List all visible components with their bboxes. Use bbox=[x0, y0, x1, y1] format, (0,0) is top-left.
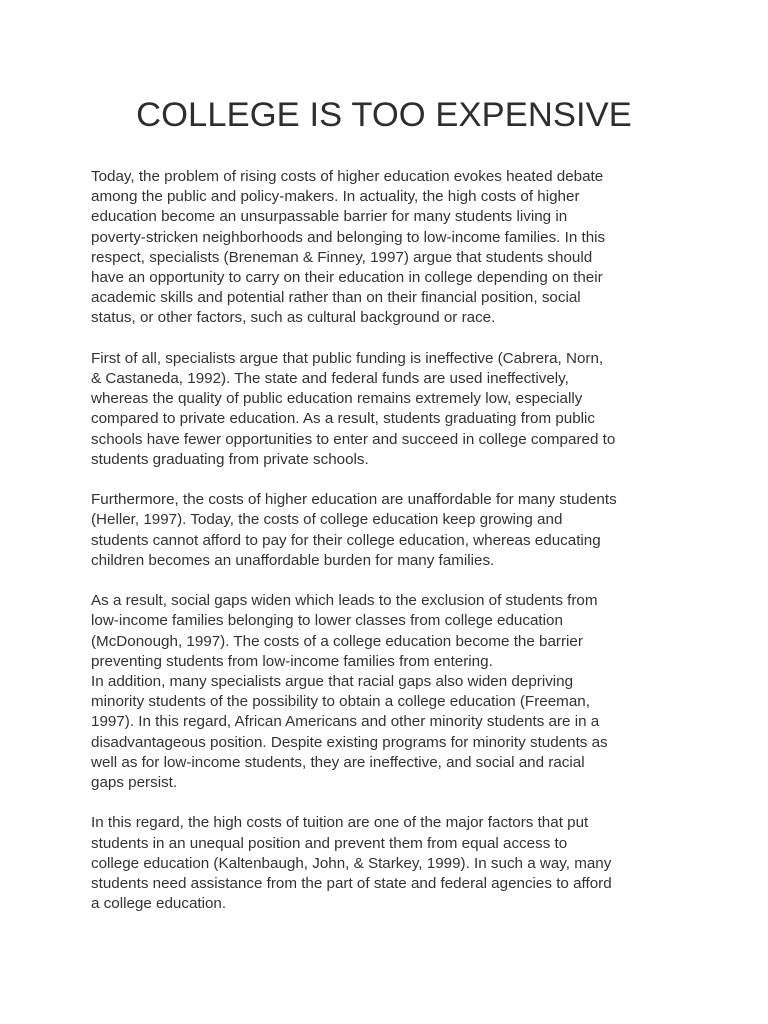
text-line: In this regard, the high costs of tuition are one of the major factors that put bbox=[91, 814, 589, 832]
text-line: (Heller, 1997). Today, the costs of college education keep growing and bbox=[91, 511, 563, 529]
text-line: In addition, many specialists argue that racial gaps also widen depriving bbox=[91, 673, 574, 691]
paragraph-racial-gaps bbox=[91, 672, 691, 793]
text-line: schools have fewer opportunities to enter and succeed in college compared to bbox=[91, 430, 616, 448]
paragraph-unaffordable-costs bbox=[91, 490, 691, 571]
text-line: First of all, specialists argue that public funding is ineffective (Cabrera, Norn, bbox=[91, 349, 604, 367]
text-line: students cannot afford to pay for their college education, whereas educating bbox=[91, 531, 601, 549]
text-line: well as for low-income students, they are ineffective, and social and racial bbox=[91, 753, 585, 771]
paragraph-gap bbox=[91, 793, 691, 813]
text-line: among the public and policy-makers. In actuality, the high costs of higher bbox=[91, 188, 580, 206]
paragraph-gap bbox=[91, 571, 691, 591]
text-line: disadvantageous position. Despite existing programs for minority students as bbox=[91, 733, 608, 751]
text-line: students in an unequal position and prevent them from equal access to bbox=[91, 834, 568, 852]
paragraph-conclusion bbox=[91, 813, 691, 914]
text-line: students need assistance from the part of state and federal agencies to afford bbox=[91, 875, 612, 893]
text-line: academic skills and potential rather than on their financial position, social bbox=[91, 289, 581, 307]
text-line: have an opportunity to carry on their education in college depending on their bbox=[91, 269, 603, 287]
text-line: & Castaneda, 1992). The state and federal funds are used ineffectively, bbox=[91, 370, 569, 388]
text-line: compared to private education. As a result, students graduating from public bbox=[91, 410, 596, 428]
text-line: gaps persist. bbox=[91, 774, 178, 792]
paragraph-gap bbox=[91, 329, 691, 349]
text-line: education become an unsurpassable barrier for many students living in bbox=[91, 208, 568, 226]
paragraph-social-gaps bbox=[91, 591, 691, 672]
text-line: poverty-stricken neighborhoods and belonging to low-income families. In this bbox=[91, 228, 606, 246]
text-line: Furthermore, the costs of higher education are unaffordable for many students bbox=[91, 491, 617, 509]
text-line: a college education. bbox=[91, 895, 227, 913]
paragraph-intro bbox=[91, 167, 691, 329]
text-line: preventing students from low-income families from entering. bbox=[91, 652, 493, 670]
paragraph-gap bbox=[91, 470, 691, 490]
paragraph-public-funding bbox=[91, 349, 691, 470]
text-line: As a result, social gaps widen which leads to the exclusion of students from bbox=[91, 592, 598, 610]
text-line: Today, the problem of rising costs of higher education evokes heated debate bbox=[91, 168, 604, 185]
document-body bbox=[91, 167, 691, 914]
text-line: status, or other factors, such as cultural background or race. bbox=[91, 309, 496, 327]
document-title: COLLEGE IS TOO EXPENSIVE bbox=[136, 96, 632, 134]
text-line: minority students of the possibility to obtain a college education (Freeman, bbox=[91, 693, 590, 711]
text-line: students graduating from private schools. bbox=[91, 450, 369, 468]
text-line: low-income families belonging to lower classes from college education bbox=[91, 612, 563, 630]
text-line: (McDonough, 1997). The costs of a college education become the barrier bbox=[91, 632, 583, 650]
text-line: whereas the quality of public education remains extremely low, especially bbox=[91, 390, 583, 408]
text-line: college education (Kaltenbaugh, John, & Starkey, 1999). In such a way, many bbox=[91, 854, 612, 872]
text-line: respect, specialists (Breneman & Finney, 1997) argue that students should bbox=[91, 248, 593, 266]
text-line: children becomes an unaffordable burden for many families. bbox=[91, 551, 495, 569]
text-line: 1997). In this regard, African Americans and other minority students are in a bbox=[91, 713, 600, 731]
